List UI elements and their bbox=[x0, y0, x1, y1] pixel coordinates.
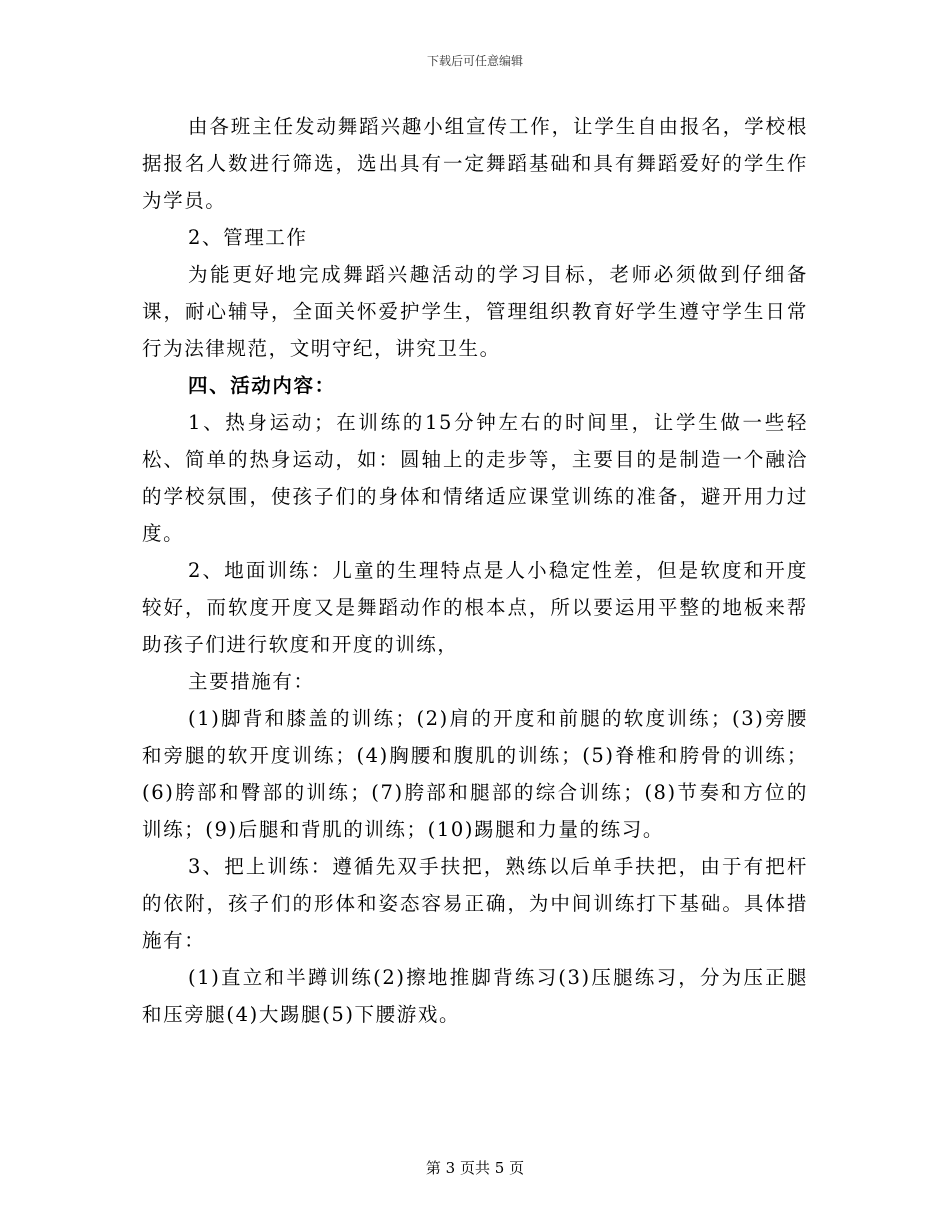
paragraph-warmup: 1、热身运动；在训练的15分钟左右的时间里，让学生做一些轻松、简单的热身运动，如：圆轴上的走步等，主要目的是制造一个融洽的学校氛围，使孩子们的身体和情绪适应课堂训练的准备，避开用力过度。 bbox=[142, 411, 808, 545]
document-body bbox=[142, 108, 808, 1033]
page-header: 下载后可任意编辑 bbox=[426, 54, 523, 68]
paragraph-floor-training: 2、地面训练：儿童的生理特点是人小稳定性差，但是软度和开度较好，而软度开度又是舞蹈动作的根本点，所以要运用平整的地板来帮助孩子们进行软度和开度的训练， bbox=[142, 559, 808, 656]
paragraph-barre-training: 3、把上训练：遵循先双手扶把，熟练以后单手扶把，由于有把杆的依附，孩子们的形体和姿态容易正确，为中间训练打下基础。具体措施有： bbox=[142, 855, 808, 952]
section-heading-activity-content: 四、活动内容： bbox=[188, 374, 336, 397]
paragraph-main-measures-label: 主要措施有： bbox=[188, 670, 315, 693]
subheading-management: 2、管理工作 bbox=[188, 226, 308, 249]
paragraph-barre-measures-list: (1)直立和半蹲训练(2)擦地推脚背练习(3)压腿练习，分为压正腿和压旁腿(4)大踢腿(5)下腰游戏。 bbox=[142, 966, 808, 1026]
paragraph-management: 为能更好地完成舞蹈兴趣活动的学习目标，老师必须做到仔细备课，耐心辅导，全面关怀爱护学生，管理组织教育好学生遵守学生日常行为法律规范，文明守纪，讲究卫生。 bbox=[142, 263, 808, 360]
paragraph-registration: 由各班主任发动舞蹈兴趣小组宣传工作，让学生自由报名，学校根据报名人数进行筛选，选出具有一定舞蹈基础和具有舞蹈爱好的学生作为学员。 bbox=[142, 115, 808, 212]
paragraph-floor-measures-list: (1)脚背和膝盖的训练；(2)肩的开度和前腿的软度训练；(3)旁腰和旁腿的软开度训练；(4)胸腰和腹肌的训练；(5)脊椎和胯骨的训练；(6)胯部和臀部的训练；(7)胯部和腿部的综合训练；(8)节奏和方位的训练；(9)后腿和背肌的训练；(10)踢腿和力量的练习。 bbox=[142, 707, 808, 841]
page-footer: 第 3 页共 5 页 bbox=[425, 1159, 525, 1177]
